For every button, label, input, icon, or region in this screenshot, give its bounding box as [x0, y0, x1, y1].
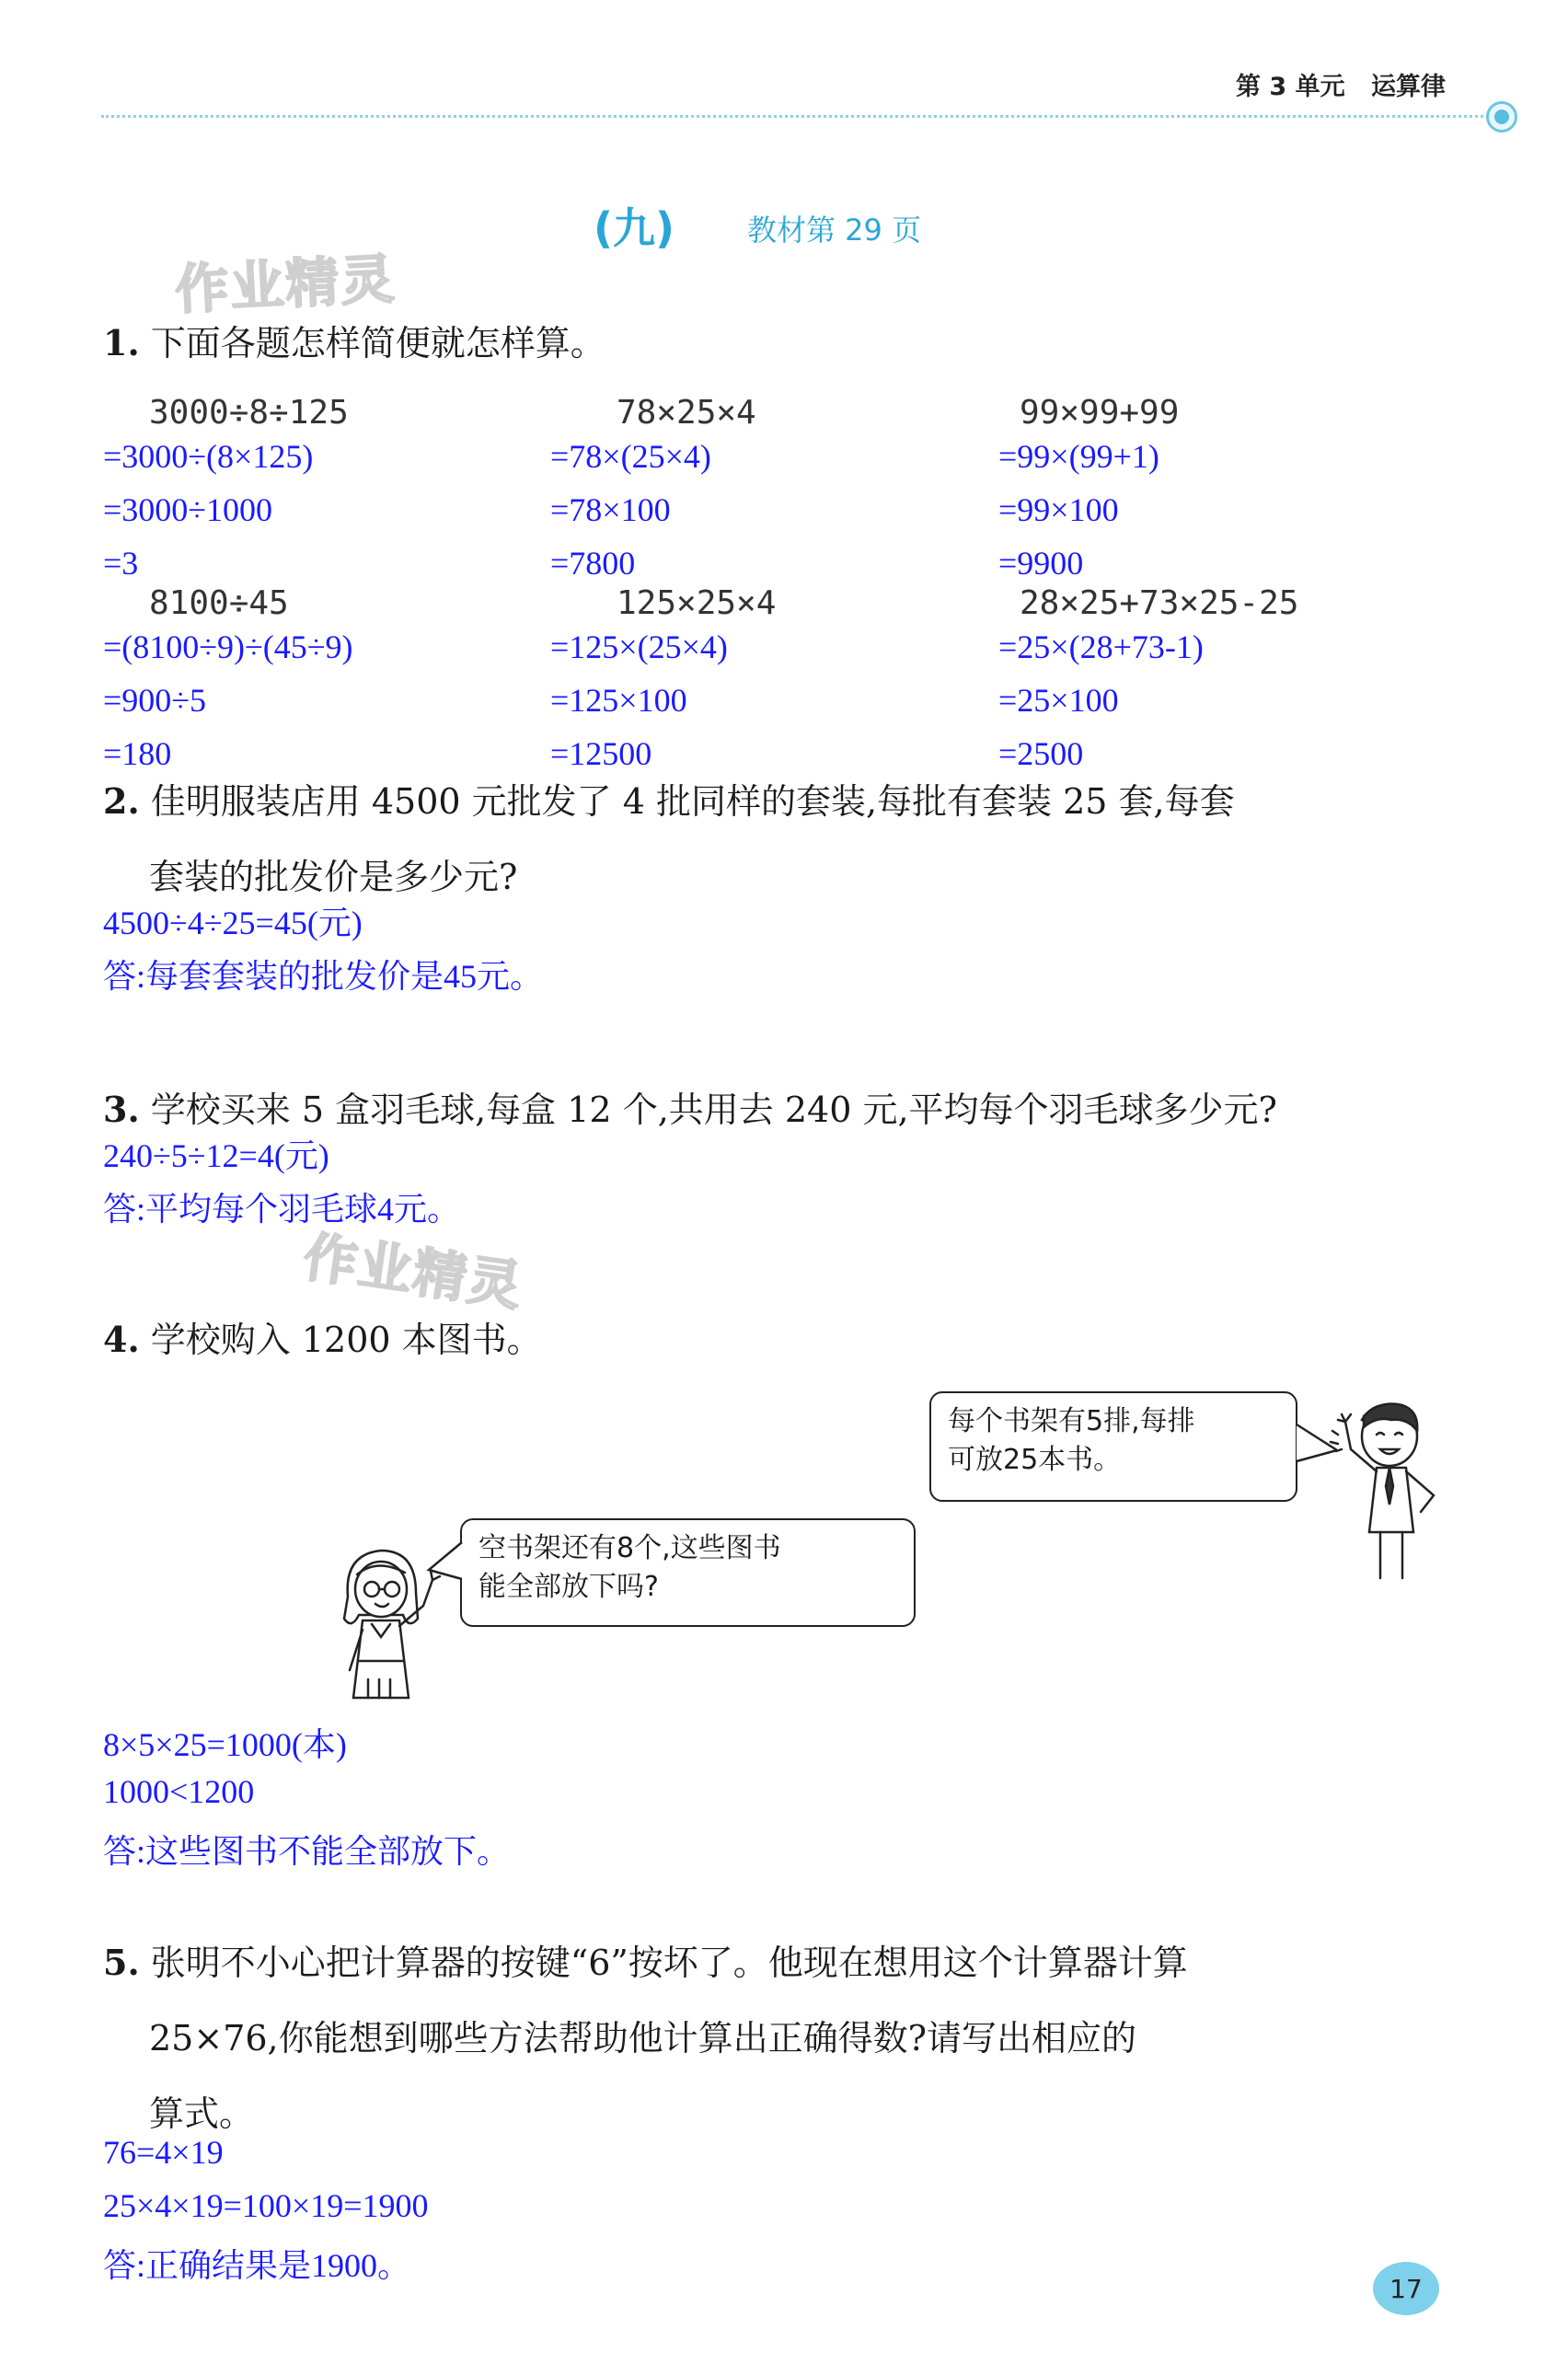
question-5-line-1: 张明不小心把计算器的按键“6”按坏了。他现在想用这个计算器计算 [150, 1943, 1188, 1983]
problem-4-step-1: =(8100÷9)÷(45÷9) [103, 628, 353, 665]
question-4 [103, 1311, 542, 1362]
unit-label: 第 3 单元 [1236, 73, 1345, 101]
question-5-answer-2: 25×4×19=100×19=1900 [103, 2187, 429, 2224]
problem-2-expression: 78×25×4 [617, 394, 756, 432]
question-3-answer-2: 答:平均每个羽毛球4元。 [103, 1191, 461, 1228]
problem-3-step-2: =99×100 [998, 491, 1119, 528]
problem-3-step-1: =99×(99+1) [998, 438, 1159, 475]
question-3-answer-1: 240÷5÷12=4(元) [103, 1137, 329, 1174]
watermark-middle: 作业精灵 [299, 1225, 527, 1319]
problem-5-expression: 125×25×4 [617, 584, 777, 622]
problem-2-step-1: =78×(25×4) [550, 438, 711, 475]
question-5-number: 5. [103, 1942, 140, 1983]
problem-4-step-2: =900÷5 [103, 682, 207, 719]
problem-3-expression: 99×99+99 [1020, 394, 1180, 432]
problem-1-step-3: =3 [103, 545, 139, 582]
question-5 [103, 1934, 1188, 1985]
question-2-line-2: 套装的批发价是多少元? [149, 857, 518, 897]
girl-speech-line-2: 能全部放下吗? [478, 1571, 659, 1603]
problem-2-step-2: =78×100 [550, 491, 671, 528]
problem-6-expression: 28×25+73×25-25 [1020, 584, 1299, 622]
problem-3-step-3: =9900 [998, 545, 1084, 582]
question-5-answer-1: 76=4×19 [103, 2134, 224, 2171]
problem-5-step-3: =12500 [550, 735, 652, 772]
question-4-answer-2: 1000<1200 [103, 1773, 255, 1810]
problem-6-step-3: =2500 [998, 735, 1084, 772]
question-5-line-3: 算式。 [149, 2093, 255, 2134]
question-1 [103, 315, 605, 365]
page-number: 17 [1373, 2262, 1439, 2315]
question-2 [103, 773, 1235, 824]
question-1-text: 下面各题怎样简便就怎样算。 [150, 323, 605, 363]
problem-1-step-1: =3000÷(8×125) [103, 438, 314, 475]
header-divider [101, 115, 1500, 118]
problem-5-step-1: =125×(25×4) [550, 628, 728, 665]
question-4-text: 学校购入 1200 本图书。 [150, 1320, 542, 1360]
boy-figure-icon [1325, 1394, 1454, 1587]
boy-speech-line-1: 每个书架有5排,每排 [948, 1405, 1195, 1437]
problem-6-step-1: =25×(28+73-1) [998, 628, 1204, 665]
boy-speech-line-2: 可放25本书。 [948, 1444, 1122, 1476]
problem-5-step-2: =125×100 [550, 682, 687, 719]
section-title: (九) [594, 203, 675, 253]
problem-4-expression: 8100÷45 [149, 584, 289, 622]
question-3-text: 学校买来 5 盒羽毛球,每盒 12 个,共用去 240 元,平均每个羽毛球多少元? [150, 1090, 1277, 1130]
watermark-top: 作业精灵 [173, 247, 398, 322]
question-5-answer-3: 答:正确结果是1900。 [103, 2247, 411, 2284]
problem-2-step-3: =7800 [550, 545, 636, 582]
boy-speech-bubble [929, 1391, 1297, 1502]
header-dot-icon [1486, 101, 1517, 133]
section-reference: 教材第 29 页 [747, 213, 922, 248]
topic-label: 运算律 [1371, 73, 1446, 101]
problem-1-expression: 3000÷8÷125 [149, 394, 349, 432]
problem-1-step-2: =3000÷1000 [103, 491, 273, 528]
question-2-answer-2: 答:每套套装的批发价是45元。 [103, 958, 544, 995]
question-5-line-2: 25×76,你能想到哪些方法帮助他计算出正确得数?请写出相应的 [149, 2018, 1137, 2058]
girl-speech-line-1: 空书架还有8个,这些图书 [478, 1532, 781, 1564]
question-3-number: 3. [103, 1089, 140, 1130]
question-3 [103, 1081, 1277, 1132]
problem-4-step-3: =180 [103, 735, 172, 772]
question-4-answer-3: 答:这些图书不能全部放下。 [103, 1833, 511, 1870]
question-2-number: 2. [103, 780, 140, 822]
girl-figure-icon [331, 1541, 460, 1712]
question-4-number: 4. [103, 1319, 140, 1360]
question-2-answer-1: 4500÷4÷25=45(元) [103, 905, 363, 941]
problem-6-step-2: =25×100 [998, 682, 1119, 719]
girl-speech-bubble [460, 1518, 916, 1627]
question-4-answer-1: 8×5×25=1000(本) [103, 1726, 347, 1763]
question-2-line-1: 佳明服装店用 4500 元批发了 4 批同样的套装,每批有套装 25 套,每套 [150, 781, 1235, 822]
question-1-number: 1. [103, 322, 140, 363]
